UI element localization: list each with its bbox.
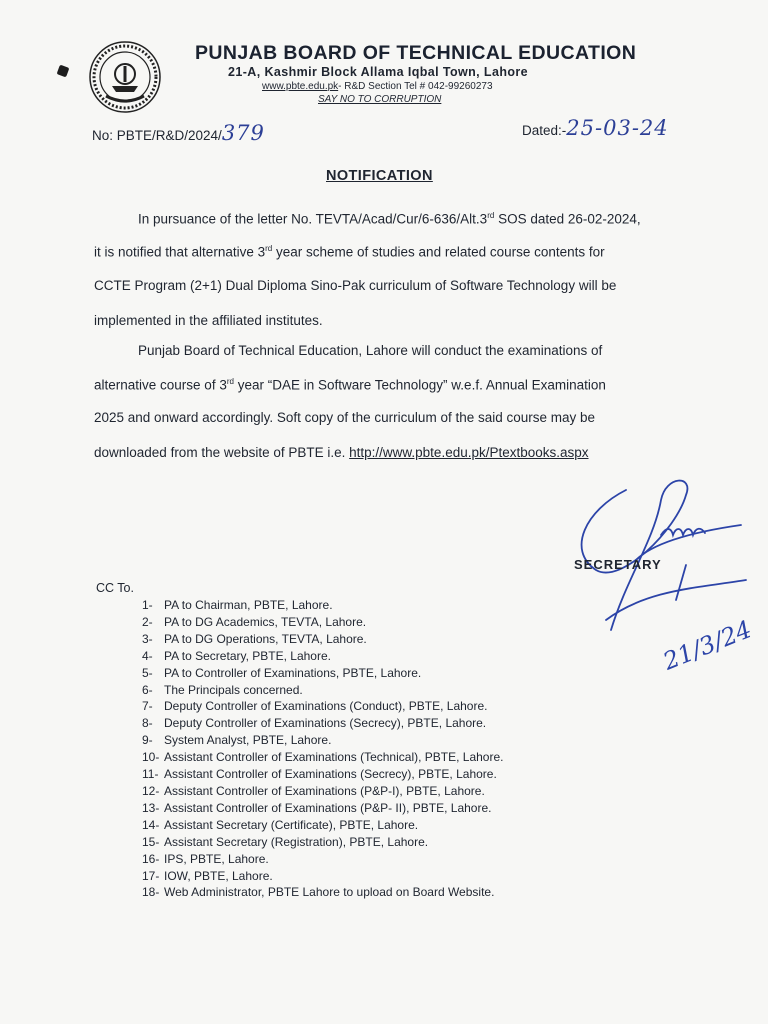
cc-item-text: PA to Secretary, PBTE, Lahore. [164, 648, 331, 663]
cc-item-text: IPS, PBTE, Lahore. [164, 851, 269, 866]
signature-date: 21/3/24 [659, 615, 756, 676]
cc-item-number: 3- [142, 631, 153, 646]
cc-list-item [142, 698, 503, 715]
cc-item-text: PA to DG Operations, TEVTA, Lahore. [164, 631, 367, 646]
org-slogan: SAY NO TO CORRUPTION [318, 94, 442, 105]
cc-item-text: PA to Controller of Examinations, PBTE, Lahore. [164, 665, 422, 680]
cc-item-text: PA to DG Academics, TEVTA, Lahore. [164, 614, 367, 629]
cc-item-text: Assistant Controller of Examinations (Secrecy), PBTE, Lahore. [164, 767, 497, 782]
date-label: Dated:- [522, 123, 567, 138]
cc-list-item [142, 783, 503, 800]
paragraph2-line [94, 445, 589, 460]
text-run: downloaded from the website of PBTE i.e. [94, 445, 350, 460]
handwritten-date: 25-03-24 [566, 116, 669, 140]
cc-item-text: Assistant Controller of Examinations (P&P- II), PBTE, Lahore. [164, 800, 492, 815]
cc-list-item [142, 648, 503, 665]
cc-list-item [142, 597, 503, 614]
cc-list-item [142, 665, 503, 682]
cc-list-item [142, 715, 503, 732]
paragraph1-line: implemented in the affiliated institutes. [94, 313, 323, 328]
cc-item-text: Deputy Controller of Examinations (Secrecy), PBTE, Lahore. [164, 716, 487, 731]
bullet-mark [57, 65, 70, 78]
cc-list-item [142, 614, 503, 631]
superscript: rd [226, 377, 234, 386]
superscript: rd [487, 211, 495, 220]
org-name: PUNJAB BOARD OF TECHNICAL EDUCATION [195, 42, 637, 64]
cc-item-text: Deputy Controller of Examinations (Conduct), PBTE, Lahore. [164, 699, 488, 714]
text-run: alternative course of 3 [94, 377, 227, 393]
cc-item-number: 16- [142, 851, 160, 866]
cc-list-item [142, 868, 503, 885]
cc-item-number: 17- [142, 868, 160, 883]
cc-list [142, 597, 503, 901]
paragraph2-line: 2025 and onward accordingly. Soft copy of the curriculum of the said course may be [94, 410, 596, 425]
cc-item-text: Assistant Controller of Examinations (Technical), PBTE, Lahore. [164, 750, 504, 765]
handwritten-signature-icon [566, 470, 766, 680]
board-logo-seal-icon [88, 40, 162, 114]
cc-list-item [142, 732, 503, 749]
cc-item-number: 9- [142, 733, 153, 748]
cc-item-number: 4- [142, 648, 153, 663]
cc-label: CC To. [96, 581, 134, 595]
paragraph1-line [138, 211, 641, 227]
cc-item-text: Assistant Secretary (Certificate), PBTE, Lahore. [164, 817, 419, 832]
notification-title: NOTIFICATION [326, 168, 433, 184]
cc-list-item [142, 834, 503, 851]
paragraph1-line [94, 244, 605, 260]
cc-list-item [142, 851, 503, 868]
paragraph2-line [94, 377, 606, 393]
cc-item-number: 7- [142, 699, 153, 714]
org-contact [262, 81, 493, 92]
cc-item-number: 8- [142, 716, 153, 731]
cc-item-text: Assistant Controller of Examinations (P&P-I), PBTE, Lahore. [164, 783, 485, 798]
cc-list-item [142, 800, 503, 817]
cc-item-text: Assistant Secretary (Registration), PBTE, Lahore. [164, 834, 429, 849]
cc-item-number: 15- [142, 834, 160, 849]
paragraph1-line: CCTE Program (2+1) Dual Diploma Sino-Pak curriculum of Software Technology will be [94, 278, 617, 293]
text-run: SOS dated 26-02-2024, [494, 211, 641, 227]
cc-item-number: 2- [142, 614, 153, 629]
text-run: year scheme of studies and related course contents for [272, 244, 605, 260]
cc-item-text: The Principals concerned. [164, 682, 303, 697]
signatory-title: SECRETARY [574, 557, 662, 572]
cc-item-text: System Analyst, PBTE, Lahore. [164, 733, 332, 748]
cc-list-item [142, 631, 503, 648]
cc-item-number: 12- [142, 783, 160, 798]
reference-prefix: No: PBTE/R&D/2024/ [92, 128, 222, 143]
org-website-link[interactable]: www.pbte.edu.pk [262, 81, 339, 92]
cc-item-text: PA to Chairman, PBTE, Lahore. [164, 598, 333, 612]
cc-item-number: 14- [142, 817, 160, 832]
cc-list-item [142, 749, 503, 766]
cc-item-text: IOW, PBTE, Lahore. [164, 868, 273, 883]
reference-number [92, 121, 265, 145]
org-address: 21-A, Kashmir Block Allama Iqbal Town, Lahore [228, 65, 529, 79]
reference-handwritten-number: 379 [221, 121, 265, 145]
curriculum-download-link[interactable]: http://www.pbte.edu.pk/Ptextbooks.aspx [349, 445, 589, 460]
cc-item-number: 18- [142, 885, 160, 900]
cc-item-text: Web Administrator, PBTE Lahore to upload on Board Website. [164, 885, 495, 900]
cc-list-item [142, 884, 503, 901]
superscript: rd [265, 244, 273, 253]
cc-item-number: 5- [142, 665, 153, 680]
cc-item-number: 11- [142, 767, 159, 782]
org-phone: - R&D Section Tel # 042-99260273 [338, 81, 493, 92]
cc-item-number: 10- [142, 750, 160, 765]
reference-date [522, 116, 669, 140]
cc-list-item [142, 817, 503, 834]
cc-list-item [142, 766, 503, 783]
cc-item-number: 6- [142, 682, 153, 697]
cc-item-number: 1- [142, 598, 153, 612]
paragraph2-line: Punjab Board of Technical Education, Lahore will conduct the examinations of [138, 343, 603, 358]
cc-list-item [142, 682, 503, 699]
text-run: In pursuance of the letter No. TEVTA/Acad/Cur/6-636/Alt.3 [138, 211, 488, 227]
text-run: it is notified that alternative 3 [94, 244, 266, 260]
cc-item-number: 13- [142, 800, 160, 815]
text-run: year “DAE in Software Technology” w.e.f. Annual Examination [233, 377, 606, 393]
